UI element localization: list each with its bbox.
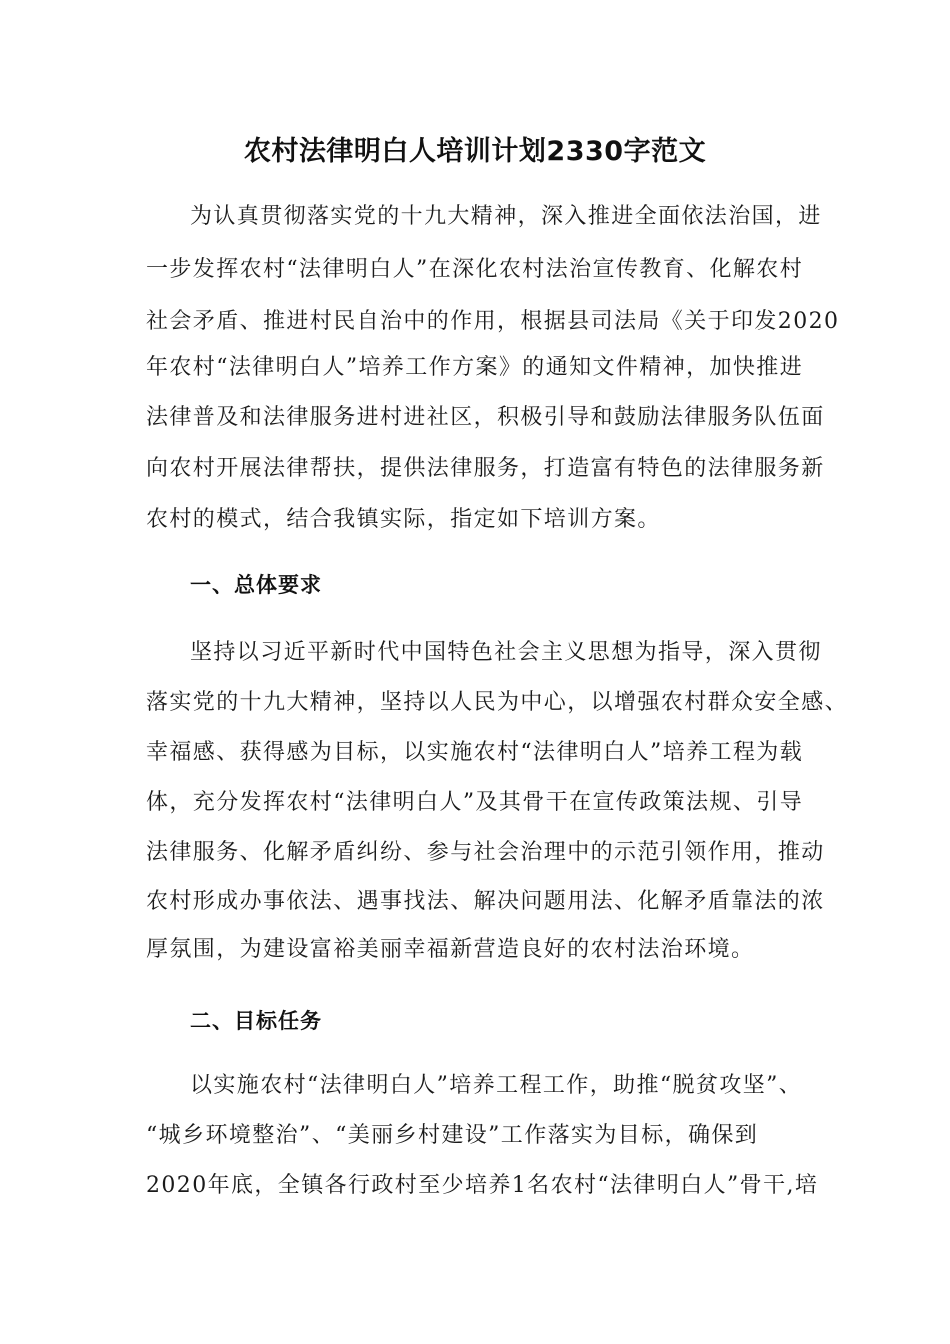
section-2-line-1: 以实施农村“法律明白人”培养工程工作，助推“脱贫攻坚”、 <box>190 1073 803 1098</box>
section-2-line-3: 2020年底，全镇各行政村至少培养1名农村“法律明白人”骨干,培 <box>146 1173 819 1198</box>
intro-line-5: 法律普及和法律服务进村进社区，积极引导和鼓励法律服务队伍面 <box>146 405 825 430</box>
intro-line-4: 年农村“法律明白人”培养工作方案》的通知文件精神，加快推进 <box>146 355 804 380</box>
section-1-line-7: 厚氛围，为建设富裕美丽幸福新营造良好的农村法治环境。 <box>146 937 755 962</box>
intro-line-3: 社会矛盾、推进村民自治中的作用，根据县司法局《关于印发2020 <box>146 309 840 334</box>
section-1-line-1: 坚持以习近平新时代中国特色社会主义思想为指导，深入贯彻 <box>190 640 822 665</box>
section-1-line-2: 落实党的十九大精神，坚持以人民为中心，以增强农村群众安全感、 <box>146 690 849 715</box>
intro-line-2: 一步发挥农村“法律明白人”在深化农村法治宣传教育、化解农村 <box>146 257 804 282</box>
section-1-line-5: 法律服务、化解矛盾纠纷、参与社会治理中的示范引领作用，推动 <box>146 840 825 865</box>
intro-line-1: 为认真贯彻落实党的十九大精神，深入推进全面依法治国，进 <box>190 204 822 229</box>
section-1-line-3: 幸福感、获得感为目标，以实施农村“法律明白人”培养工程为载 <box>146 740 804 765</box>
intro-line-6: 向农村开展法律帮扶，提供法律服务，打造富有特色的法律服务新 <box>146 456 825 481</box>
section-2-line-2: “城乡环境整治”、“美丽乡村建设”工作落实为目标，确保到 <box>146 1123 759 1148</box>
section-1-line-4: 体，充分发挥农村“法律明白人”及其骨干在宣传政策法规、引导 <box>146 790 804 815</box>
document-title: 农村法律明白人培训计划2330字范文 <box>243 136 707 167</box>
section-2-heading: 二、目标任务 <box>190 1009 322 1033</box>
intro-line-7: 农村的模式，结合我镇实际，指定如下培训方案。 <box>146 507 661 532</box>
section-1-heading: 一、总体要求 <box>190 573 322 597</box>
section-1-line-6: 农村形成办事依法、遇事找法、解决问题用法、化解矛盾靠法的浓 <box>146 889 825 914</box>
